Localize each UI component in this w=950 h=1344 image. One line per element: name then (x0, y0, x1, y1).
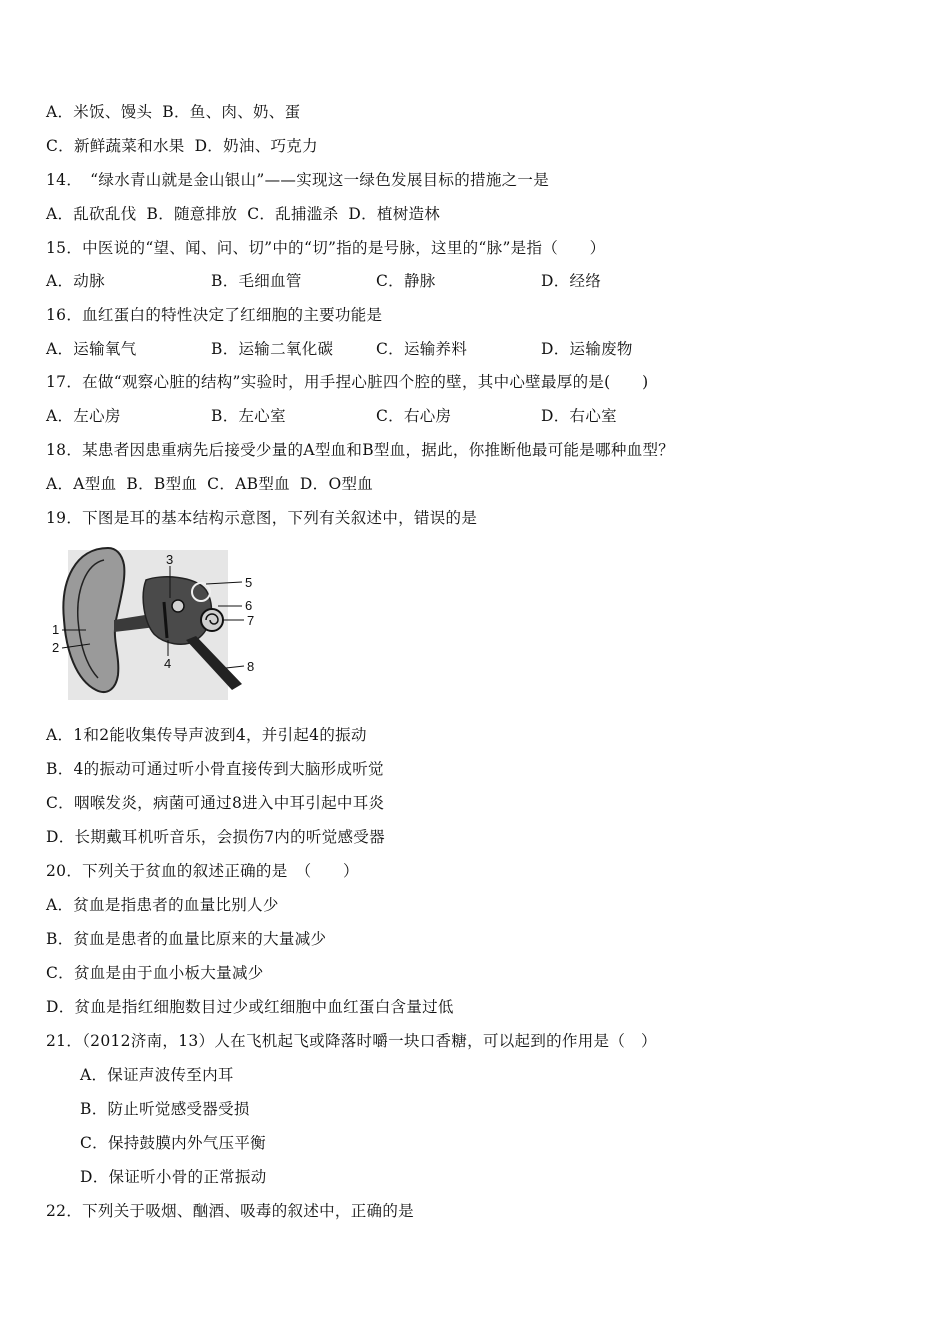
q20-stem: 20．下列关于贫血的叙述正确的是 （ ） (46, 862, 359, 880)
ossicle-shape (172, 600, 184, 612)
q22-stem: 22．下列关于吸烟、酗酒、吸毒的叙述中，正确的是 (46, 1202, 414, 1220)
q20-option-d: D．贫血是指红细胞数目过少或红细胞中血红蛋白含量过低 (46, 998, 454, 1016)
q21-option-c: C．保持鼓膜内外气压平衡 (80, 1134, 266, 1152)
q13-option-d: D．奶油、巧克力 (194, 137, 318, 155)
q14-option-b: B．随意排放 (146, 205, 238, 223)
q17-option-c: C．右心房 (376, 407, 452, 425)
q13-option-b: B．鱼、肉、奶、蛋 (162, 103, 301, 121)
q19-option-c: C．咽喉发炎，病菌可通过8进入中耳引起中耳炎 (46, 794, 385, 812)
figure-label-2: 2 (52, 640, 60, 655)
q14-stem: 14． “绿水青山就是金山银山”——实现这一绿色发展目标的措施之一是 (46, 171, 550, 189)
figure-label-4: 4 (164, 656, 172, 671)
ear-diagram-svg (46, 540, 266, 710)
q19-stem: 19．下图是耳的基本结构示意图，下列有关叙述中，错误的是 (46, 509, 478, 527)
q17-option-a: A．左心房 (46, 407, 121, 425)
figure-label-7: 7 (247, 613, 255, 628)
q13-options-row-1 (46, 102, 300, 122)
q19-option-a: A．1和2能收集传导声波到4，并引起4的振动 (46, 726, 367, 744)
q13-option-c: C．新鲜蔬菜和水果 (46, 137, 185, 155)
leader-line-8 (226, 666, 244, 668)
q14-options (46, 204, 440, 224)
q17-option-b: B．左心室 (211, 407, 286, 425)
figure-label-1: 1 (52, 622, 60, 637)
q20-option-c: C．贫血是由于血小板大量减少 (46, 964, 264, 982)
q18-option-d: D．O型血 (299, 475, 374, 493)
q18-option-a: A．A型血 (46, 475, 117, 493)
q17-stem: 17．在做“观察心脏的结构”实验时，用手捏心脏四个腔的壁，其中心壁最厚的是( ) (46, 373, 649, 391)
figure-label-8: 8 (247, 659, 255, 674)
q14-option-c: C．乱捕滥杀 (247, 205, 339, 223)
cochlea-shape (201, 609, 223, 631)
q17-option-d: D．右心室 (541, 407, 617, 425)
q19-option-b: B．4的振动可通过听小骨直接传到大脑形成听觉 (46, 760, 384, 778)
q16-option-b: B．运输二氧化碳 (211, 340, 334, 358)
q15-option-c: C．静脉 (376, 272, 436, 290)
figure-label-3: 3 (166, 552, 174, 567)
q18-option-c: C．AB型血 (207, 475, 290, 493)
q18-stem: 18．某患者因患重病先后接受少量的A型血和B型血，据此，你推断他最可能是哪种血型？ (46, 441, 675, 459)
q16-stem: 16．血红蛋白的特性决定了红细胞的主要功能是 (46, 306, 383, 324)
q15-options (46, 271, 601, 291)
q15-option-d: D．经络 (541, 272, 602, 290)
q21-option-d: D．保证听小骨的正常振动 (80, 1168, 267, 1186)
q21-option-a: A．保证声波传至内耳 (80, 1066, 234, 1084)
q16-options (46, 339, 633, 359)
q14-option-d: D．植树造林 (348, 205, 441, 223)
q20-option-a: A．贫血是指患者的血量比别人少 (46, 896, 279, 914)
q19-option-d: D．长期戴耳机听音乐，会损伤7内的听觉感受器 (46, 828, 385, 846)
q13-options-row-2 (46, 136, 318, 156)
q15-stem: 15．中医说的“望、闻、问、切”中的“切”指的是号脉，这里的“脉”是指（ ） (46, 239, 606, 257)
q17-options (46, 406, 617, 426)
q15-option-b: B．毛细血管 (211, 272, 302, 290)
q20-option-b: B．贫血是患者的血量比原来的大量减少 (46, 930, 327, 948)
q16-option-a: A．运输氧气 (46, 340, 137, 358)
figure-label-6: 6 (245, 598, 253, 613)
q15-option-a: A．动脉 (46, 272, 105, 290)
q21-stem: 21．（2012济南，13）人在飞机起飞或降落时嚼一块口香糖，可以起到的作用是（ ） (46, 1032, 657, 1050)
q18-options (46, 474, 373, 494)
q21-option-b: B．防止听觉感受器受损 (80, 1100, 250, 1118)
q16-option-d: D．运输废物 (541, 340, 633, 358)
ear-structure-diagram (46, 540, 266, 710)
figure-label-5: 5 (245, 575, 253, 590)
q18-option-b: B．B型血 (126, 475, 198, 493)
q16-option-c: C．运输养料 (376, 340, 468, 358)
q13-option-a: A．米饭、馒头 (46, 103, 153, 121)
q14-option-a: A．乱砍乱伐 (46, 205, 137, 223)
